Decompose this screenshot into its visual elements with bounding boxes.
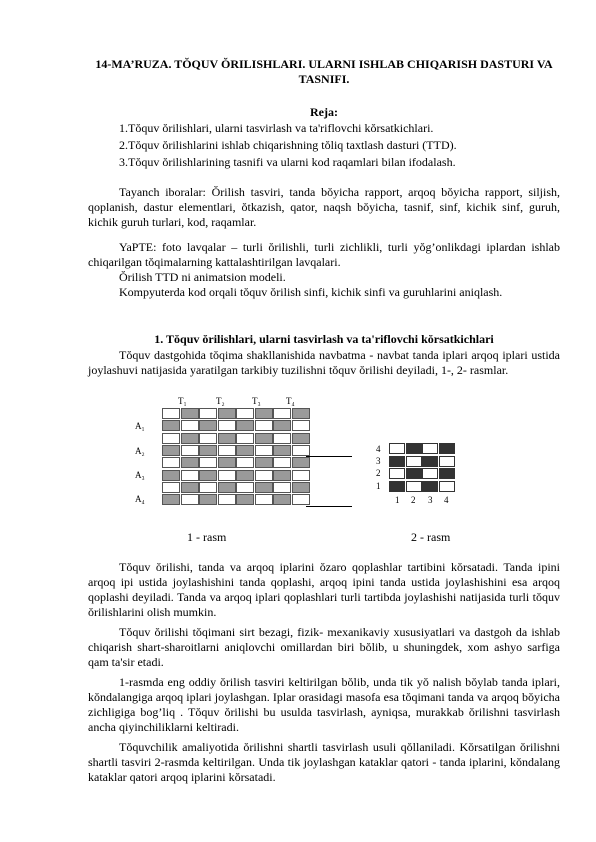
weave-cell (236, 457, 254, 468)
weave-cell (199, 420, 217, 431)
notation-cell (422, 456, 438, 467)
weave-cell (218, 408, 236, 419)
weave-cell (181, 420, 199, 431)
figure-line (306, 456, 352, 457)
weave-cell (199, 494, 217, 505)
section-intro-paragraph: Tŏquv dastgohida tŏqima shakllanishida navbatma - navbat tanda iplari arqoq iplari ustida joylashuvi natijasida yaratilgan tarkibiy tuzilishni tŏquv ŏrilishi deyiladi, 1-, 2- rasmlar. (88, 348, 560, 377)
weave-cell (273, 433, 291, 444)
plan-item: 1.Tŏquv ŏrilishlari, ularni tasvirlash va ta'riflovchi kŏrsatkichlari. (119, 121, 434, 135)
weave-cell (162, 433, 180, 444)
notation-cell (422, 443, 438, 454)
weave-cell (162, 470, 180, 481)
weave-cell (236, 433, 254, 444)
weave-cell (218, 433, 236, 444)
notation-cell (389, 456, 405, 467)
weave-cell (162, 457, 180, 468)
weave-cell (236, 408, 254, 419)
notation-cell (439, 481, 455, 492)
weave-cell (181, 470, 199, 481)
a-label: A₄ (135, 494, 145, 504)
weave-cell (255, 494, 273, 505)
notation-cell (406, 468, 422, 479)
body-paragraph: Tŏquv ŏrilishi, tanda va arqoq iplarini ŏzaro qoplashlar tartibini kŏrsatadi. Tanda ipini arqoq ipi ustida joylashishini tanda qoplashi, arqoq ipini tanda ustida joylashishini esa arqoq qoplashi deyiladi. Tanda va arqoq iplari qoplashlari turli tartibda joylashishi natijasida turli tŏquv ŏrilishlarini olish mumkin. (88, 560, 560, 619)
weave-cell (199, 457, 217, 468)
weave-cell (218, 482, 236, 493)
plan-item: 3.Tŏquv ŏrilishlarining tasnifi va ularni kod raqamlari bilan ifodalash. (119, 155, 456, 169)
ttd-model-paragraph: Ŏrilish TTD ni animatsion modeli. (119, 270, 286, 284)
plan-item: 2.Tŏquv ŏrilishlarini ishlab chiqarishning tŏliq taxtlash dasturi (TTD). (119, 138, 457, 152)
figure-line (306, 506, 352, 507)
weave-cell (273, 457, 291, 468)
weave-cell (273, 470, 291, 481)
weave-cell (181, 445, 199, 456)
weave-cell (199, 408, 217, 419)
weave-cell (273, 408, 291, 419)
row-label: 4 (376, 444, 381, 454)
weave-cell (273, 482, 291, 493)
section-heading: 1. Tŏquv ŏrilishlari, ularni tasvirlash va ta'riflovchi kŏrsatkichlari (154, 332, 494, 346)
weave-cell (273, 494, 291, 505)
row-label: 2 (376, 468, 381, 478)
weave-cell (162, 482, 180, 493)
weave-cell (199, 433, 217, 444)
weave-cell (199, 482, 217, 493)
a-label: A₃ (135, 470, 145, 480)
col-label: 3 (428, 495, 433, 505)
weave-cell (181, 482, 199, 493)
plan-heading: Reja: (310, 105, 338, 119)
weave-cell (236, 470, 254, 481)
weave-cell (292, 457, 310, 468)
weave-cell (255, 470, 273, 481)
weave-cell (218, 457, 236, 468)
weave-cell (255, 457, 273, 468)
weave-cell (236, 420, 254, 431)
yapte-paragraph: YaPTE: foto lavqalar – turli ŏrilishli, turli zichlikli, turli yŏg’onlikdagi iplardan ishlab chiqarilgan tŏqimalarning kattalashtirilgan lavqalari. (88, 240, 560, 269)
weave-cell (255, 433, 273, 444)
weave-cell (292, 433, 310, 444)
weave-cell (292, 482, 310, 493)
keywords-paragraph: Tayanch iboralar: Ŏrilish tasviri, tanda bŏyicha rapport, arqoq bŏyicha rapport, siljish, qoplanish, dastur elementlari, ŏtkazish, qator, naqsh bŏyicha, tasnif, sinf, kichik sinf, guruh, kichik guruh turlari, kod, raqamlar. (88, 185, 560, 229)
body-paragraph: 1-rasmda eng oddiy ŏrilish tasviri keltirilgan bŏlib, unda tik yŏ nalish bŏylab tanda iplari, kŏndalangiga arqoq iplari joylashgan. Iplar orasidagi masofa esa tŏqimani tanda va arqoq bŏyicha zichligiga bog’liq . Tŏquv ŏrilishi bu usulda tasvirlash, ayniqsa, murakkab ŏrilishni tasvirlash ancha qiyinchiliklarni keltiradi. (88, 675, 560, 734)
weave-cell (255, 445, 273, 456)
weave-cell (218, 420, 236, 431)
weave-cell (218, 494, 236, 505)
body-paragraph: Tŏquv ŏrilishi tŏqimani sirt bezagi, fizik- mexanikaviy xususiyatlari va dastgoh da ishlab chiqarish shart-sharoitlarni aniqlovchi omillardan biri bŏlib, u shuningdek, xom ashyo sarfiga qam ta'sir etadi. (88, 625, 560, 669)
weave-cell (255, 420, 273, 431)
weave-cell (292, 408, 310, 419)
notation-cell (406, 456, 422, 467)
notation-cell (422, 468, 438, 479)
weave-cell (236, 482, 254, 493)
a-label: A₁ (135, 421, 145, 431)
weave-cell (162, 445, 180, 456)
weave-cell (181, 408, 199, 419)
t-label: T₃ (252, 396, 261, 406)
weave-cell (162, 420, 180, 431)
weave-cell (273, 420, 291, 431)
a-label: A₂ (135, 446, 145, 456)
weave-cell (162, 408, 180, 419)
weave-cell (199, 470, 217, 481)
weave-cell (218, 445, 236, 456)
t-label: T₁ (178, 396, 187, 406)
notation-cell (406, 481, 422, 492)
weave-cell (255, 482, 273, 493)
notation-cell (439, 456, 455, 467)
weave-cell (236, 445, 254, 456)
row-label: 3 (376, 456, 381, 466)
notation-cell (439, 443, 455, 454)
weave-cell (162, 494, 180, 505)
row-label: 1 (376, 481, 381, 491)
figure-2-caption: 2 - rasm (411, 530, 451, 544)
body-paragraph: Tŏquvchilik amaliyotida ŏrilishni shartli tasvirlash usuli qŏllaniladi. Kŏrsatilgan ŏrilishni shartli tasviri 2-rasmda keltirilgan. Unda tik joylashgan kataklar qatori - tanda iplarini, kŏndalang kataklar qatori arqoq iplarini kŏrsatadi. (88, 740, 560, 784)
t-label: T₄ (286, 396, 295, 406)
weave-cell (199, 445, 217, 456)
weave-cell (292, 445, 310, 456)
weave-cell (292, 420, 310, 431)
weave-cell (292, 470, 310, 481)
col-label: 1 (395, 495, 400, 505)
notation-cell (389, 481, 405, 492)
col-label: 4 (444, 495, 449, 505)
t-label: T₂ (216, 396, 225, 406)
weave-cell (218, 470, 236, 481)
weave-cell (181, 457, 199, 468)
weave-cell (236, 494, 254, 505)
weave-cell (292, 494, 310, 505)
weave-cell (181, 494, 199, 505)
notation-cell (389, 443, 405, 454)
weave-cell (273, 445, 291, 456)
figure-1-caption: 1 - rasm (187, 530, 227, 544)
notation-cell (439, 468, 455, 479)
notation-cell (406, 443, 422, 454)
col-label: 2 (411, 495, 416, 505)
page-title: 14-MA’RUZA. TŎQUV ŎRILISHLARI. ULARNI ISHLAB CHIQARISH DASTURI VA TASNIFI. (95, 57, 553, 86)
notation-cell (422, 481, 438, 492)
computer-code-paragraph: Kompyuterda kod orqali tŏquv ŏrilish sinfi, kichik sinfi va guruhlarini aniqlash. (119, 285, 503, 299)
notation-cell (389, 468, 405, 479)
weave-cell (255, 408, 273, 419)
weave-cell (181, 433, 199, 444)
